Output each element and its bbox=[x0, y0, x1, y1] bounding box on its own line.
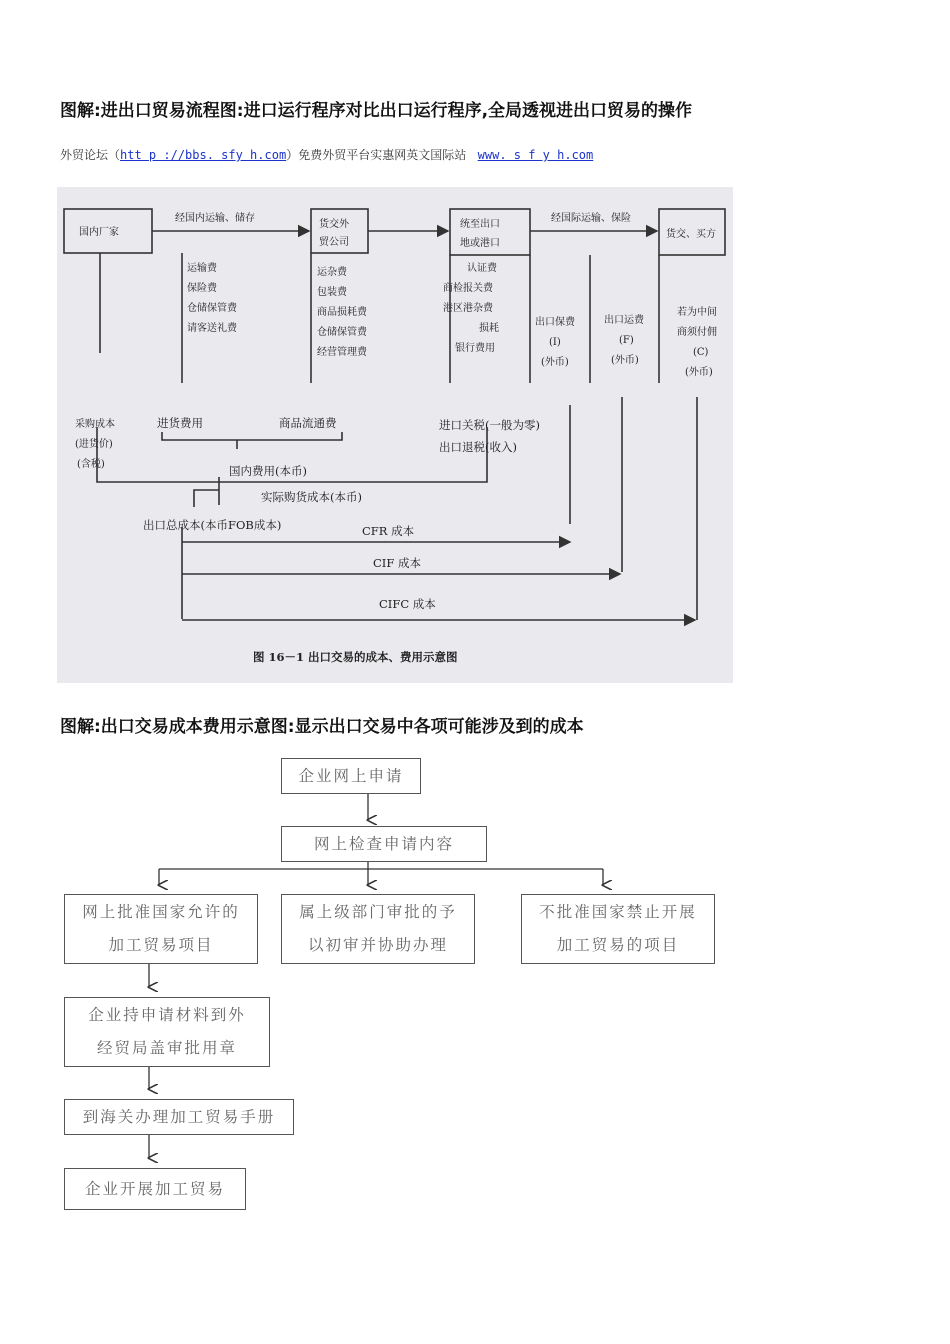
step-reject-prohibited bbox=[521, 894, 715, 964]
label-cif: CIF 成本 bbox=[373, 556, 421, 570]
step-online-apply bbox=[281, 758, 421, 794]
label-factory: 国内厂家 bbox=[79, 227, 119, 238]
label-cfr: CFR 成本 bbox=[362, 524, 415, 538]
commission-4: (外币) bbox=[685, 367, 713, 378]
step-customs-handbook bbox=[64, 1099, 294, 1135]
label-trade-company-1: 货交外 bbox=[319, 219, 349, 230]
source-line bbox=[60, 146, 593, 163]
step-superior-review-text: 属上级部门审批的予 以初审并协助办理 bbox=[299, 903, 457, 954]
label-fob-cost: 出口总成本(本币FOB成本) bbox=[143, 518, 282, 532]
label-domestic-fee: 国内费用(本币) bbox=[229, 464, 307, 478]
step-start-processing-text: 企业开展加工贸易 bbox=[84, 1179, 225, 1198]
processing-trade-flowchart bbox=[0, 740, 950, 1260]
freight-1: 出口运费 bbox=[604, 315, 644, 326]
label-actual-cost: 实际购货成本(本币) bbox=[261, 490, 362, 504]
label-circulation-fee: 商品流通费 bbox=[279, 416, 337, 430]
commission-2: 商须付佣 bbox=[677, 327, 717, 338]
company-cost-2: 包装费 bbox=[317, 287, 347, 298]
freight-2: (F) bbox=[619, 335, 634, 346]
factory-cost-3: 仓储保管费 bbox=[187, 303, 237, 314]
step-approve-allowed-text: 网上批准国家允许的 加工贸易项目 bbox=[82, 903, 240, 954]
figure-caption: 图 16－1 出口交易的成本、费用示意图 bbox=[253, 650, 458, 664]
source-middle: ）免费外贸平台实惠网英文国际站 bbox=[286, 148, 467, 162]
label-export-rebate: 出口退税(收入) bbox=[439, 440, 517, 454]
step-online-check bbox=[281, 826, 487, 862]
commission-1: 若为中间 bbox=[677, 307, 717, 318]
forum-link[interactable]: htt p ://bbs. sfy h.com bbox=[120, 148, 287, 162]
page-heading-1: 图解:进出口贸易流程图:进口运行程序对比出口运行程序,全局透视进出口贸易的操作 bbox=[60, 101, 693, 121]
port-cost-3: 港区港杂费 bbox=[443, 303, 493, 314]
step-start-processing bbox=[64, 1168, 246, 1210]
commission-3: (C) bbox=[693, 347, 709, 358]
step-stamp-approval-text: 企业持申请材料到外 经贸局盖审批用章 bbox=[88, 1006, 246, 1057]
factory-cost-1: 运输费 bbox=[187, 263, 217, 274]
label-trade-company-2: 贸公司 bbox=[319, 237, 349, 248]
label-buyer: 货交、买方 bbox=[666, 229, 716, 240]
purchase-cost-1: 采购成本 bbox=[75, 419, 115, 430]
purchase-cost-3: (含税) bbox=[77, 459, 105, 470]
label-intl-transport: 经国际运输、保险 bbox=[551, 213, 631, 224]
label-port-1: 统至出口 bbox=[460, 219, 500, 230]
label-port-2: 地或港口 bbox=[460, 238, 500, 249]
source-prefix: 外贸论坛（ bbox=[60, 148, 121, 162]
label-domestic-transport: 经国内运输、储存 bbox=[175, 213, 255, 224]
company-cost-3: 商品损耗费 bbox=[317, 307, 367, 318]
factory-cost-2: 保险费 bbox=[187, 283, 217, 294]
insurance-3: (外币) bbox=[541, 357, 569, 368]
label-import-duty: 进口关税(一般为零) bbox=[439, 418, 540, 432]
step-superior-review bbox=[281, 894, 475, 964]
port-cost-1: 认证费 bbox=[467, 263, 497, 274]
purchase-cost-2: (进货价) bbox=[75, 439, 113, 450]
site-link[interactable]: www. s f y h.com bbox=[477, 148, 594, 162]
label-cifc: CIFC 成本 bbox=[379, 597, 436, 611]
export-cost-diagram bbox=[57, 187, 733, 683]
port-cost-4: 损耗 bbox=[479, 323, 499, 334]
page-heading-2: 图解:出口交易成本费用示意图:显示出口交易中各项可能涉及到的成本 bbox=[60, 717, 584, 737]
step-online-apply-text: 企业网上申请 bbox=[298, 766, 404, 785]
export-cost-figure bbox=[57, 187, 733, 683]
step-approve-allowed bbox=[64, 894, 258, 964]
step-stamp-approval bbox=[64, 997, 270, 1067]
company-cost-1: 运杂费 bbox=[317, 267, 347, 278]
factory-cost-4: 请客送礼费 bbox=[187, 323, 237, 334]
step-online-check-text: 网上检查申请内容 bbox=[313, 834, 454, 853]
insurance-1: 出口保费 bbox=[535, 317, 575, 328]
insurance-2: (I) bbox=[549, 337, 561, 348]
label-stock-fee: 进货费用 bbox=[157, 416, 203, 430]
step-customs-handbook-text: 到海关办理加工贸易手册 bbox=[82, 1107, 276, 1126]
port-cost-2: 商检报关费 bbox=[443, 283, 493, 294]
step-reject-prohibited-text: 不批准国家禁止开展 加工贸易的项目 bbox=[539, 903, 697, 954]
company-cost-4: 仓储保管费 bbox=[317, 327, 367, 338]
freight-3: (外币) bbox=[611, 355, 639, 366]
company-cost-5: 经营管理费 bbox=[317, 347, 367, 358]
port-cost-5: 银行费用 bbox=[455, 343, 495, 354]
